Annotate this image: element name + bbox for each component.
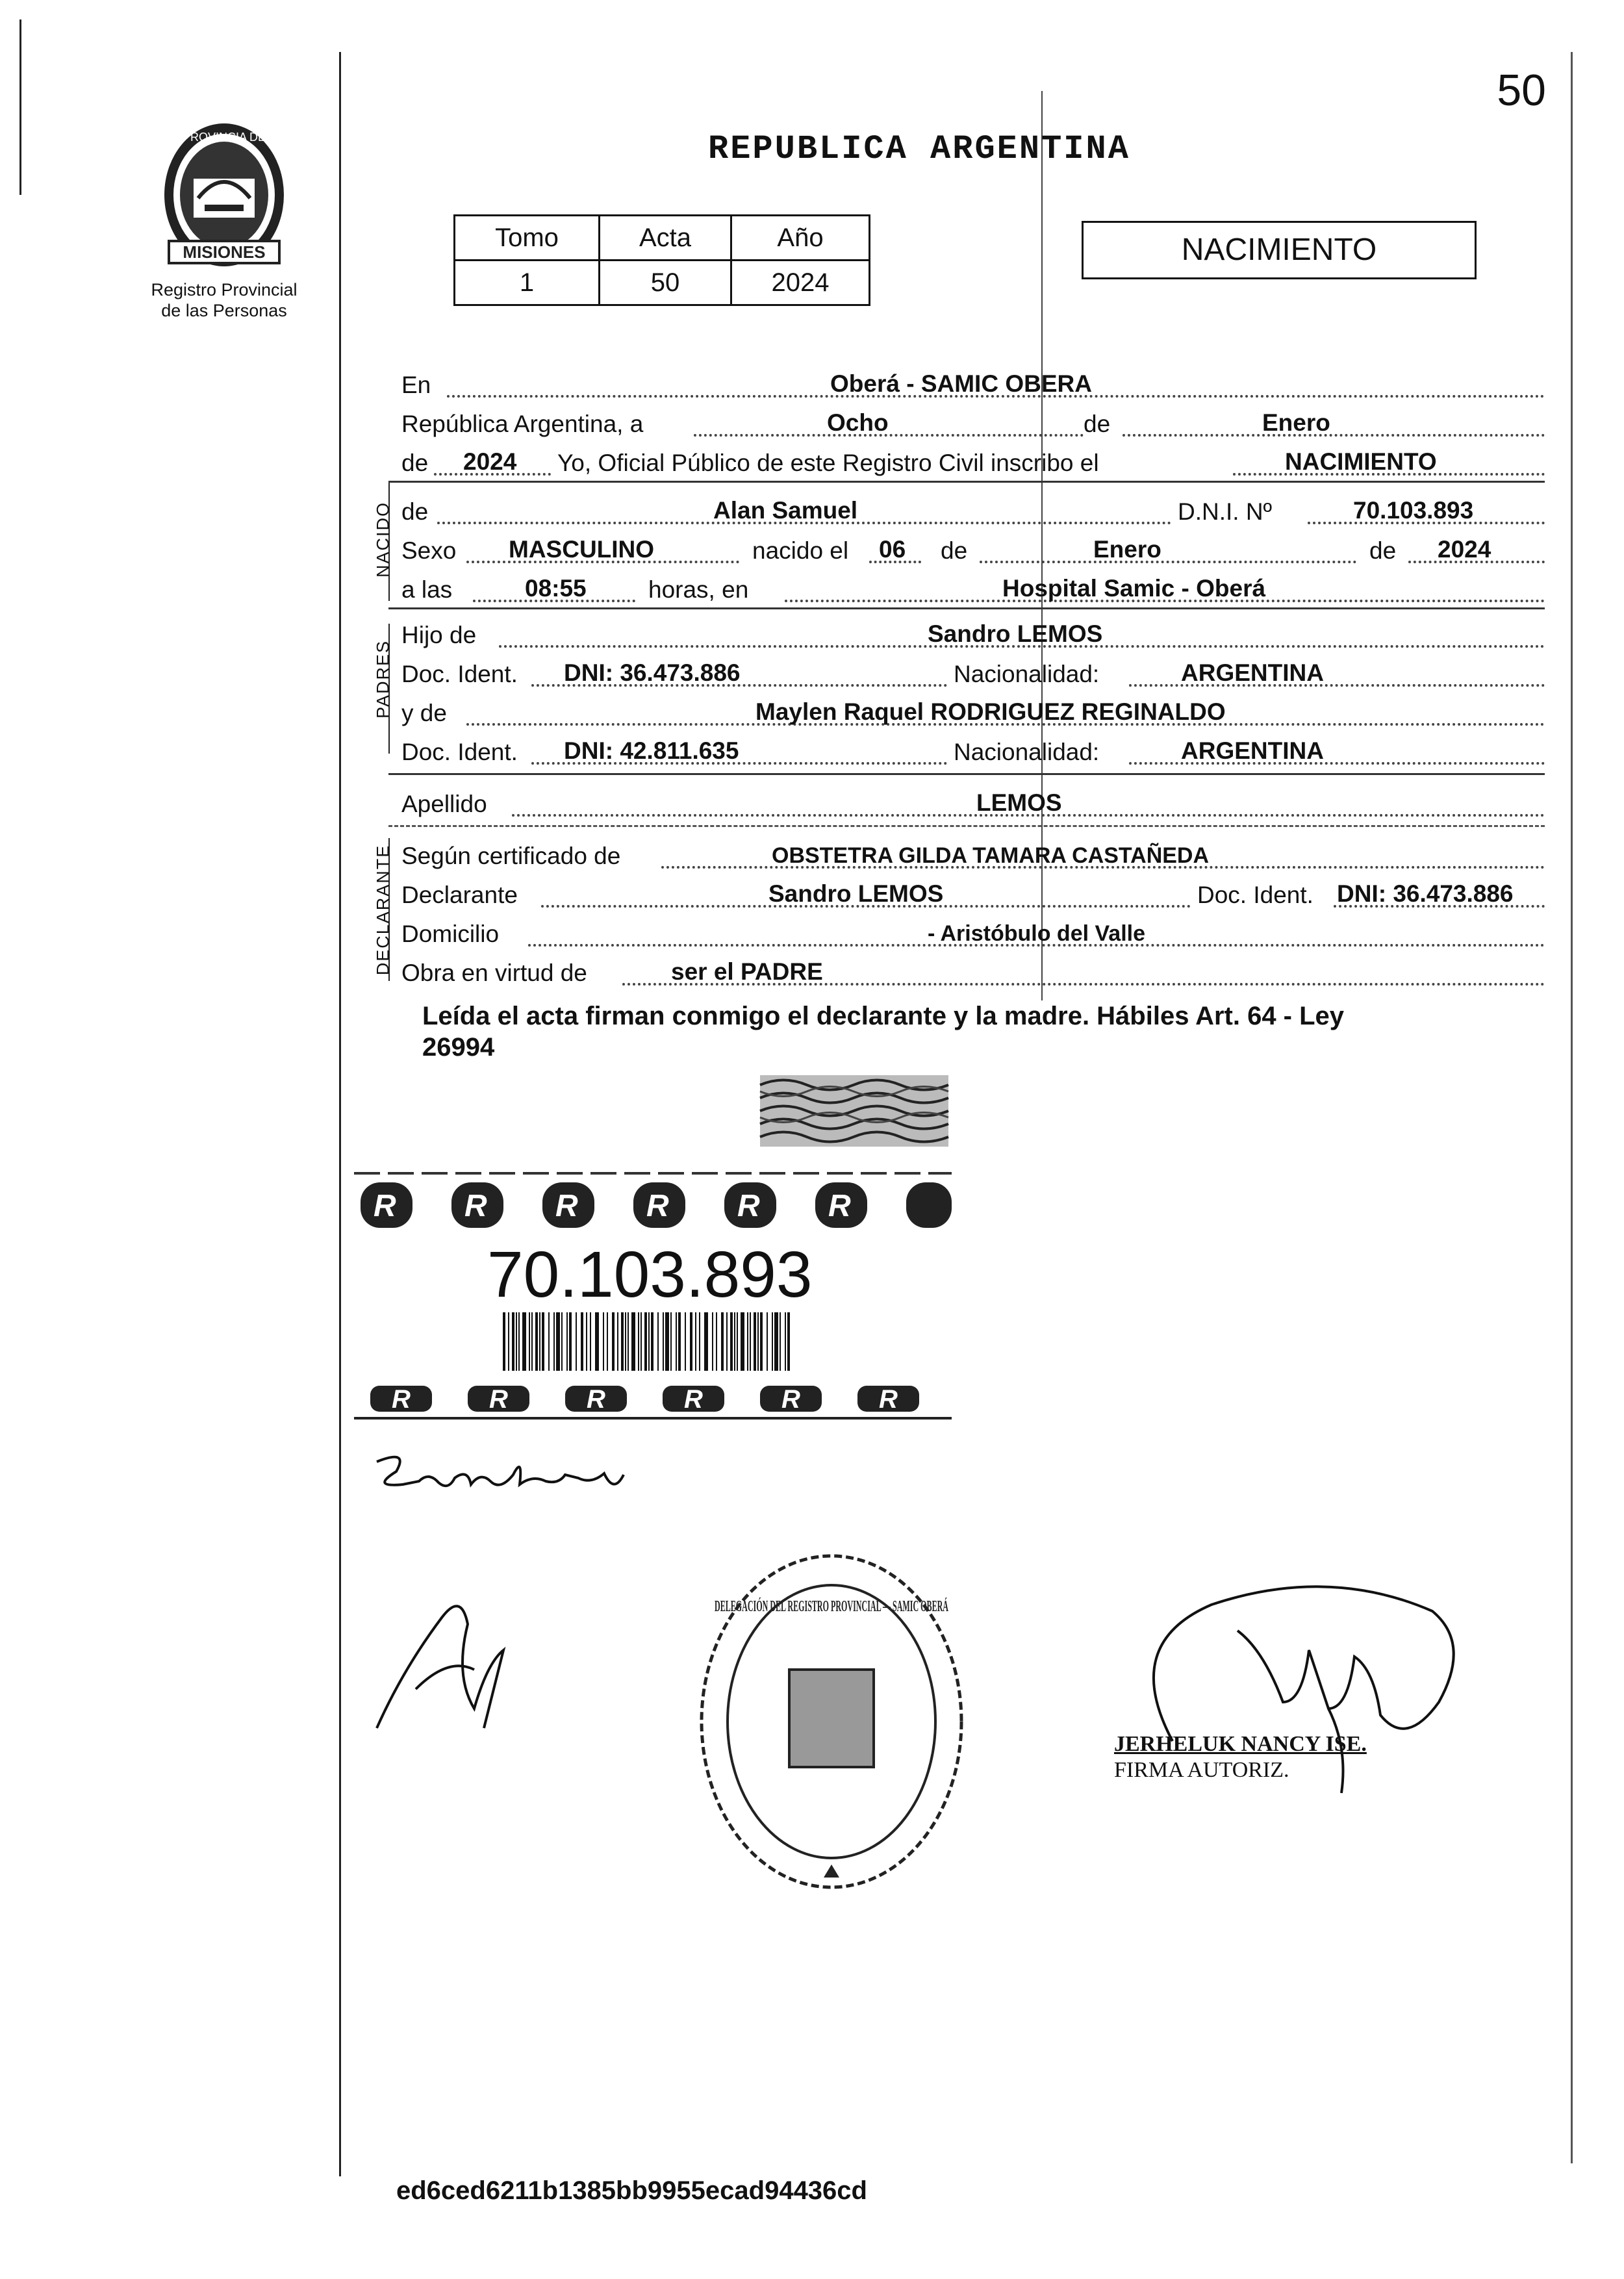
- barcode-bar: [548, 1312, 550, 1371]
- row-hora-lugar: [401, 568, 1545, 607]
- stamp-text: DELEGACIÓN DEL REGISTRO PROVINCIAL — SAMIC OBERÁ: [715, 1598, 1181, 1615]
- record-type-box: NACIMIENTO: [1082, 221, 1477, 279]
- tomo-value: 1: [455, 261, 600, 305]
- madre-value: Maylen Raquel RODRIGUEZ REGINALDO: [755, 698, 1226, 725]
- page-number: 50: [1497, 66, 1546, 115]
- r-mark-icon: [857, 1385, 919, 1414]
- r-mark-icon: [361, 1182, 412, 1228]
- row-padre: [401, 614, 1545, 653]
- nacionalidad2-label: Nacionalidad:: [954, 739, 1100, 765]
- row-certificado: [401, 835, 1545, 874]
- nacionalidad-label: Nacionalidad:: [954, 661, 1100, 687]
- barcode-bar: [595, 1312, 599, 1371]
- sexo-label: Sexo: [401, 537, 457, 564]
- obra-label: Obra en virtud de: [401, 960, 587, 986]
- domicilio-label: Domicilio: [401, 921, 500, 947]
- barcode-bar: [576, 1312, 577, 1371]
- de3-label: de: [401, 498, 429, 525]
- barcode-bar: [603, 1312, 604, 1371]
- nac-anio-value: 2024: [1438, 536, 1491, 563]
- legal-note-line2: 26994: [422, 1033, 495, 1062]
- row-declarante: [401, 874, 1545, 913]
- row-sexo-fecha: [401, 529, 1545, 568]
- dotted-fill: [694, 434, 1084, 437]
- svg-text:R: R: [587, 1385, 605, 1414]
- barcode-bar: [721, 1312, 724, 1371]
- barcode-bar: [566, 1312, 568, 1371]
- doc-label: Doc. Ident.: [401, 661, 518, 687]
- barcode-bar: [767, 1312, 768, 1371]
- section-divider: [388, 825, 1545, 827]
- country-title: REPUBLICA ARGENTINA: [708, 130, 1130, 168]
- anio-header: Año: [731, 216, 870, 261]
- barcode-bar: [704, 1312, 708, 1371]
- padre-nacionalidad-value: ARGENTINA: [1181, 659, 1324, 686]
- barcode-bar: [553, 1312, 555, 1371]
- nacido-section-label: NACIDO: [373, 502, 393, 578]
- misiones-seal-icon: [143, 114, 305, 276]
- en-label: En: [401, 372, 431, 398]
- padres-section-label: PADRES: [373, 639, 393, 719]
- svg-text:R: R: [828, 1189, 851, 1223]
- row-nombre: [401, 490, 1545, 529]
- lugar-nacimiento-value: Hospital Samic - Oberá: [1002, 575, 1266, 602]
- r-mark-icon: [542, 1182, 594, 1228]
- inscribo-label: Yo, Oficial Público de este Registro Civil inscribo el: [557, 450, 1099, 476]
- barcode-bar: [774, 1312, 778, 1371]
- declarante-value: Sandro LEMOS: [768, 880, 944, 907]
- yde-label: y de: [401, 700, 447, 726]
- legal-note: [422, 1000, 1527, 1063]
- hijo-label: Hijo de: [401, 622, 477, 648]
- security-band-bottom: [354, 1381, 952, 1426]
- barcode-bar: [651, 1312, 653, 1371]
- svg-text:R: R: [555, 1189, 578, 1223]
- r-mark-icon: [468, 1385, 529, 1414]
- barcode-bar: [644, 1312, 647, 1371]
- handwritten-name: [357, 1436, 650, 1520]
- svg-text:R: R: [464, 1189, 487, 1223]
- r-mark-icon: [724, 1182, 776, 1228]
- r-mark-icon: [370, 1385, 432, 1414]
- security-pattern: [760, 1075, 948, 1147]
- row-padre-doc: [401, 653, 1545, 692]
- barcode-bar: [730, 1312, 733, 1371]
- legal-note-line1: Leída el acta firman conmigo el declarante y la madre. Hábiles Art. 64 - Ley: [422, 1002, 1345, 1030]
- svg-text:R: R: [392, 1385, 411, 1414]
- r-mark-icon: [815, 1182, 867, 1228]
- barcode-bar: [699, 1312, 700, 1371]
- barcode-bar: [785, 1312, 786, 1371]
- barcode-bar: [607, 1312, 608, 1371]
- svg-text:R: R: [374, 1189, 396, 1223]
- barcode-bar: [665, 1312, 669, 1371]
- barcode-bar: [663, 1312, 664, 1371]
- madre-nacionalidad-value: ARGENTINA: [1181, 737, 1324, 764]
- r-mark-icon: [633, 1182, 685, 1228]
- barcode-bar: [648, 1312, 650, 1371]
- tomo-header: Tomo: [455, 216, 600, 261]
- logo-caption-line1: Registro Provincial: [151, 280, 298, 299]
- dotted-fill: [980, 561, 1356, 563]
- registry-table-header: [455, 216, 870, 261]
- svg-text:R: R: [781, 1385, 800, 1414]
- barcode: [500, 1312, 793, 1371]
- barcode-bar: [741, 1312, 744, 1371]
- r-mark-icon: [906, 1182, 952, 1228]
- barcode-bar: [612, 1312, 615, 1371]
- nombre-value: Alan Samuel: [713, 497, 858, 524]
- de-label: de: [1084, 411, 1111, 437]
- barcode-bar: [617, 1312, 618, 1371]
- barcode-bar: [737, 1312, 738, 1371]
- barcode-bar: [670, 1312, 672, 1371]
- barcode-bar: [531, 1312, 533, 1371]
- svg-text:R: R: [737, 1189, 760, 1223]
- nacido-label: nacido el: [752, 537, 849, 564]
- official-stamp: [685, 1540, 1181, 1903]
- dni-value: 70.103.893: [1353, 497, 1474, 524]
- barcode-bar: [754, 1312, 756, 1371]
- barcode-bar: [508, 1312, 509, 1371]
- barcode-bar: [535, 1312, 538, 1371]
- acta-value: 50: [600, 261, 731, 305]
- r-mark-icon: [760, 1385, 822, 1414]
- barcode-bar: [750, 1312, 751, 1371]
- lugar-registro-value: Oberá - SAMIC OBERA: [830, 370, 1092, 397]
- barcode-bar: [556, 1312, 560, 1371]
- padre-doc-value: DNI: 36.473.886: [564, 659, 741, 686]
- row-madre-doc: [401, 731, 1545, 770]
- domicilio-value: - Aristóbulo del Valle: [928, 921, 1146, 946]
- barcode-bar: [516, 1312, 517, 1371]
- svg-text:PROVINCIA DE: PROVINCIA DE: [182, 131, 266, 144]
- signer-name: JERHELUK NANCY ISE.: [1114, 1732, 1367, 1756]
- de5-label: de: [1369, 537, 1397, 564]
- nac-dia-value: 06: [879, 536, 906, 563]
- barcode-bar: [638, 1312, 639, 1371]
- certificado-label: Según certificado de: [401, 843, 621, 869]
- nac-mes-value: Enero: [1093, 536, 1161, 563]
- barcode-bar: [522, 1312, 526, 1371]
- svg-text:R: R: [684, 1385, 703, 1414]
- apellido-value: LEMOS: [976, 789, 1062, 816]
- barcode-bar: [787, 1312, 790, 1371]
- madre-doc-value: DNI: 42.811.635: [564, 737, 739, 764]
- barcode-bar: [621, 1312, 624, 1371]
- hora-label: a las: [401, 576, 453, 603]
- hora-value: 08:55: [525, 575, 587, 602]
- barcode-bar: [726, 1312, 728, 1371]
- r-mark-icon: [663, 1385, 724, 1414]
- declarante-section-label: DECLARANTE: [373, 844, 393, 976]
- row-apellido: [401, 783, 1545, 822]
- de2-label: de: [401, 450, 429, 476]
- r-mark-icon: [565, 1385, 627, 1414]
- declarante-doc-value: DNI: 36.473.886: [1337, 880, 1514, 907]
- padre-value: Sandro LEMOS: [928, 620, 1103, 647]
- row-obra: [401, 952, 1545, 991]
- section-divider: [388, 481, 1545, 483]
- barcode-bar: [757, 1312, 759, 1371]
- row-madre: [401, 692, 1545, 731]
- barcode-bar: [590, 1312, 591, 1371]
- barcode-bar: [529, 1312, 530, 1371]
- doc2-label: Doc. Ident.: [401, 739, 518, 765]
- barcode-bar: [586, 1312, 587, 1371]
- signer-title: FIRMA AUTORIZ.: [1114, 1758, 1289, 1782]
- barcode-bar: [772, 1312, 773, 1371]
- registry-table-values: [455, 261, 870, 305]
- section-divider: [388, 773, 1545, 775]
- barcode-bar: [678, 1312, 681, 1371]
- barcode-bar: [760, 1312, 763, 1371]
- barcode-bar: [581, 1312, 583, 1371]
- acta-header: Acta: [600, 216, 731, 261]
- barcode-bar: [628, 1312, 629, 1371]
- barcode-bar: [631, 1312, 635, 1371]
- document-hash: ed6ced6211b1385bb9955ecad94436cd: [396, 2176, 867, 2205]
- section-divider: [388, 607, 1545, 609]
- barcode-bar: [734, 1312, 735, 1371]
- tipo-acta-value: NACIMIENTO: [1285, 448, 1437, 475]
- barcode-bar: [503, 1312, 505, 1371]
- barcode-bar: [695, 1312, 696, 1371]
- barcode-bar: [780, 1312, 781, 1371]
- svg-text:R: R: [489, 1385, 508, 1414]
- row-lugar-registro: [401, 364, 1545, 403]
- registry-table: [453, 214, 870, 306]
- barcode-bar: [518, 1312, 520, 1371]
- signature-left: [364, 1579, 533, 1748]
- mes-registro-value: Enero: [1262, 409, 1330, 436]
- horas-label: horas, en: [648, 576, 749, 603]
- row-fecha-registro: [401, 403, 1545, 442]
- registry-logo: [130, 114, 318, 321]
- republica-label: República Argentina, a: [401, 411, 644, 437]
- signer-block: [1114, 1731, 1367, 1783]
- barcode-bar: [712, 1312, 713, 1371]
- certificado-value: OBSTETRA GILDA TAMARA CASTAÑEDA: [772, 843, 1210, 868]
- barcode-bar: [657, 1312, 659, 1371]
- de4-label: de: [941, 537, 968, 564]
- barcode-bar: [641, 1312, 642, 1371]
- barcode-bar: [690, 1312, 692, 1371]
- barcode-bar: [747, 1312, 748, 1371]
- r-mark-icon: [451, 1182, 503, 1228]
- barcode-bar: [569, 1312, 572, 1371]
- barcode-bar: [625, 1312, 626, 1371]
- barcode-bar: [685, 1312, 686, 1371]
- row-inscripcion: [401, 442, 1545, 481]
- declarante-label: Declarante: [401, 882, 518, 908]
- logo-caption-line2: de las Personas: [161, 301, 287, 320]
- barcode-number: 70.103.893: [487, 1238, 813, 1311]
- apellido-label: Apellido: [401, 791, 487, 817]
- barcode-bar: [716, 1312, 717, 1371]
- row-domicilio: [401, 913, 1545, 952]
- svg-text:MISIONES: MISIONES: [183, 242, 266, 262]
- anio-value: 2024: [731, 261, 870, 305]
- form-left-border: [339, 52, 341, 2176]
- anio-registro-value: 2024: [463, 448, 517, 475]
- barcode-bar: [512, 1312, 514, 1371]
- barcode-bar: [561, 1312, 563, 1371]
- form-right-border: [1571, 52, 1573, 2163]
- dni-label: D.N.I. Nº: [1178, 498, 1273, 525]
- obra-value: ser el PADRE: [671, 958, 823, 985]
- dia-registro-value: Ocho: [827, 409, 889, 436]
- svg-text:R: R: [646, 1189, 669, 1223]
- barcode-bar: [539, 1312, 540, 1371]
- sexo-value: MASCULINO: [509, 536, 655, 563]
- svg-text:R: R: [879, 1385, 898, 1414]
- dotted-fill: [1123, 434, 1545, 437]
- security-band-top: [354, 1169, 952, 1234]
- left-scan-edge: [19, 19, 21, 195]
- barcode-bar: [542, 1312, 544, 1371]
- barcode-bar: [676, 1312, 677, 1371]
- doc3-label: Doc. Ident.: [1197, 882, 1313, 908]
